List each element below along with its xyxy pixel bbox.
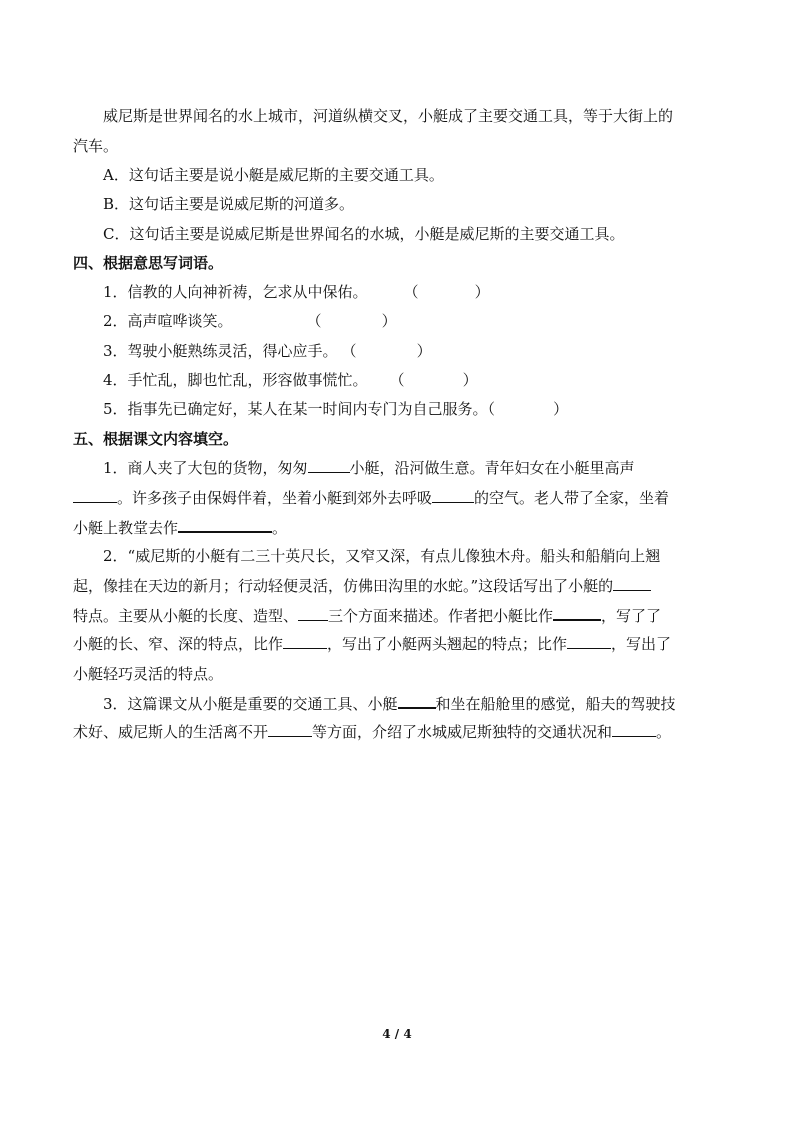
- question-line: 起，像挂在天边的新月；行动轻便灵活，仿佛田沟里的水蛇。”这段话写出了小艇的: [73, 576, 651, 596]
- item-text: 1．信教的人向神祈祷，乞求从中保佑。: [103, 283, 368, 301]
- list-item: [103, 370, 478, 390]
- question-line: 2．“威尼斯的小艇有二三十英尺长，又窄又深，有点儿像独木舟。船头和船艄向上翘: [103, 547, 661, 565]
- question-line: 3．这篇课文从小艇是重要的交通工具、小艇 和坐在船舱里的感觉，船夫的驾驶技: [103, 695, 676, 713]
- list-item: [103, 282, 490, 302]
- item-text: 2．高声喧哗谈笑。: [103, 312, 233, 330]
- answer-paren-close: ）: [416, 342, 432, 360]
- answer-paren-close: ）: [474, 283, 490, 301]
- choice-c: C．这句话主要是说威尼斯是世界闻名的水城，小艇是威尼斯的主要交通工具。: [103, 225, 625, 243]
- question-line: 。许多孩子由保姆伴着，坐着小艇到郊外去呼吸 的空气。老人带了全家，坐着: [73, 488, 669, 508]
- answer-blank[interactable]: [553, 605, 601, 621]
- question-line: 小艇的长、窄、深的特点，比作 ，写出了小艇两头翘起的特点；比作 ，写出了: [73, 635, 672, 653]
- answer-blank[interactable]: [298, 606, 328, 621]
- answer-blank[interactable]: [613, 576, 651, 591]
- question-line: 小艇上教堂去作 。: [73, 519, 288, 537]
- answer-paren-open: （: [341, 342, 357, 360]
- answer-paren-open: （: [403, 283, 419, 301]
- answer-blank[interactable]: [178, 517, 272, 533]
- list-item: [103, 399, 568, 419]
- choice-a: A．这句话主要是说小艇是威尼斯的主要交通工具。: [103, 166, 444, 184]
- question-line: 1．商人夹了大包的货物，匆匆 小艇，沿河做生意。青年妇女在小艇里高声: [103, 459, 635, 477]
- answer-blank[interactable]: [283, 634, 327, 649]
- answer-paren-open: （: [389, 371, 405, 389]
- answer-blank[interactable]: [398, 693, 436, 709]
- answer-blank[interactable]: [567, 634, 611, 649]
- answer-paren-close: ）: [462, 371, 478, 389]
- question-line: 特点。主要从小艇的长度、造型、 三个方面来描述。作者把小艇比作 ，写了了: [73, 607, 662, 625]
- answer-blank[interactable]: [432, 488, 474, 503]
- item-text: 5．指事先已确定好，某人在某一时间内专门为自己服务。: [103, 400, 488, 418]
- answer-paren-open: （: [306, 312, 322, 330]
- answer-blank[interactable]: [73, 488, 117, 503]
- answer-paren-open: （: [487, 400, 496, 418]
- item-text: 4．手忙乱，脚也忙乱，形容做事慌忙。: [103, 371, 368, 389]
- answer-blank[interactable]: [612, 722, 656, 737]
- list-item: [103, 311, 397, 331]
- page-number: 4 / 4: [382, 1027, 412, 1041]
- question-line: 术好、威尼斯人的生活离不开 等方面，介绍了水城威尼斯独特的交通状况和 。: [73, 723, 672, 741]
- section-title: 五、根据课文内容填空。: [73, 430, 239, 448]
- question-line: 小艇轻巧灵活的特点。: [73, 665, 224, 683]
- answer-blank[interactable]: [268, 722, 312, 737]
- choice-b: B．这句话主要是说威尼斯的河道多。: [103, 195, 355, 213]
- answer-paren-close: ）: [553, 400, 569, 418]
- passage-line: 威尼斯是世界闻名的水上城市，河道纵横交叉，小艇成了主要交通工具，等于大街上的: [103, 107, 674, 125]
- section-title: 四、根据意思写词语。: [73, 254, 224, 272]
- item-text: 3．驾驶小艇熟练灵活，得心应手。: [103, 342, 338, 360]
- passage-line: 汽车。: [73, 137, 119, 155]
- answer-blank[interactable]: [308, 458, 350, 473]
- list-item: [103, 341, 432, 361]
- answer-paren-close: ）: [381, 312, 397, 330]
